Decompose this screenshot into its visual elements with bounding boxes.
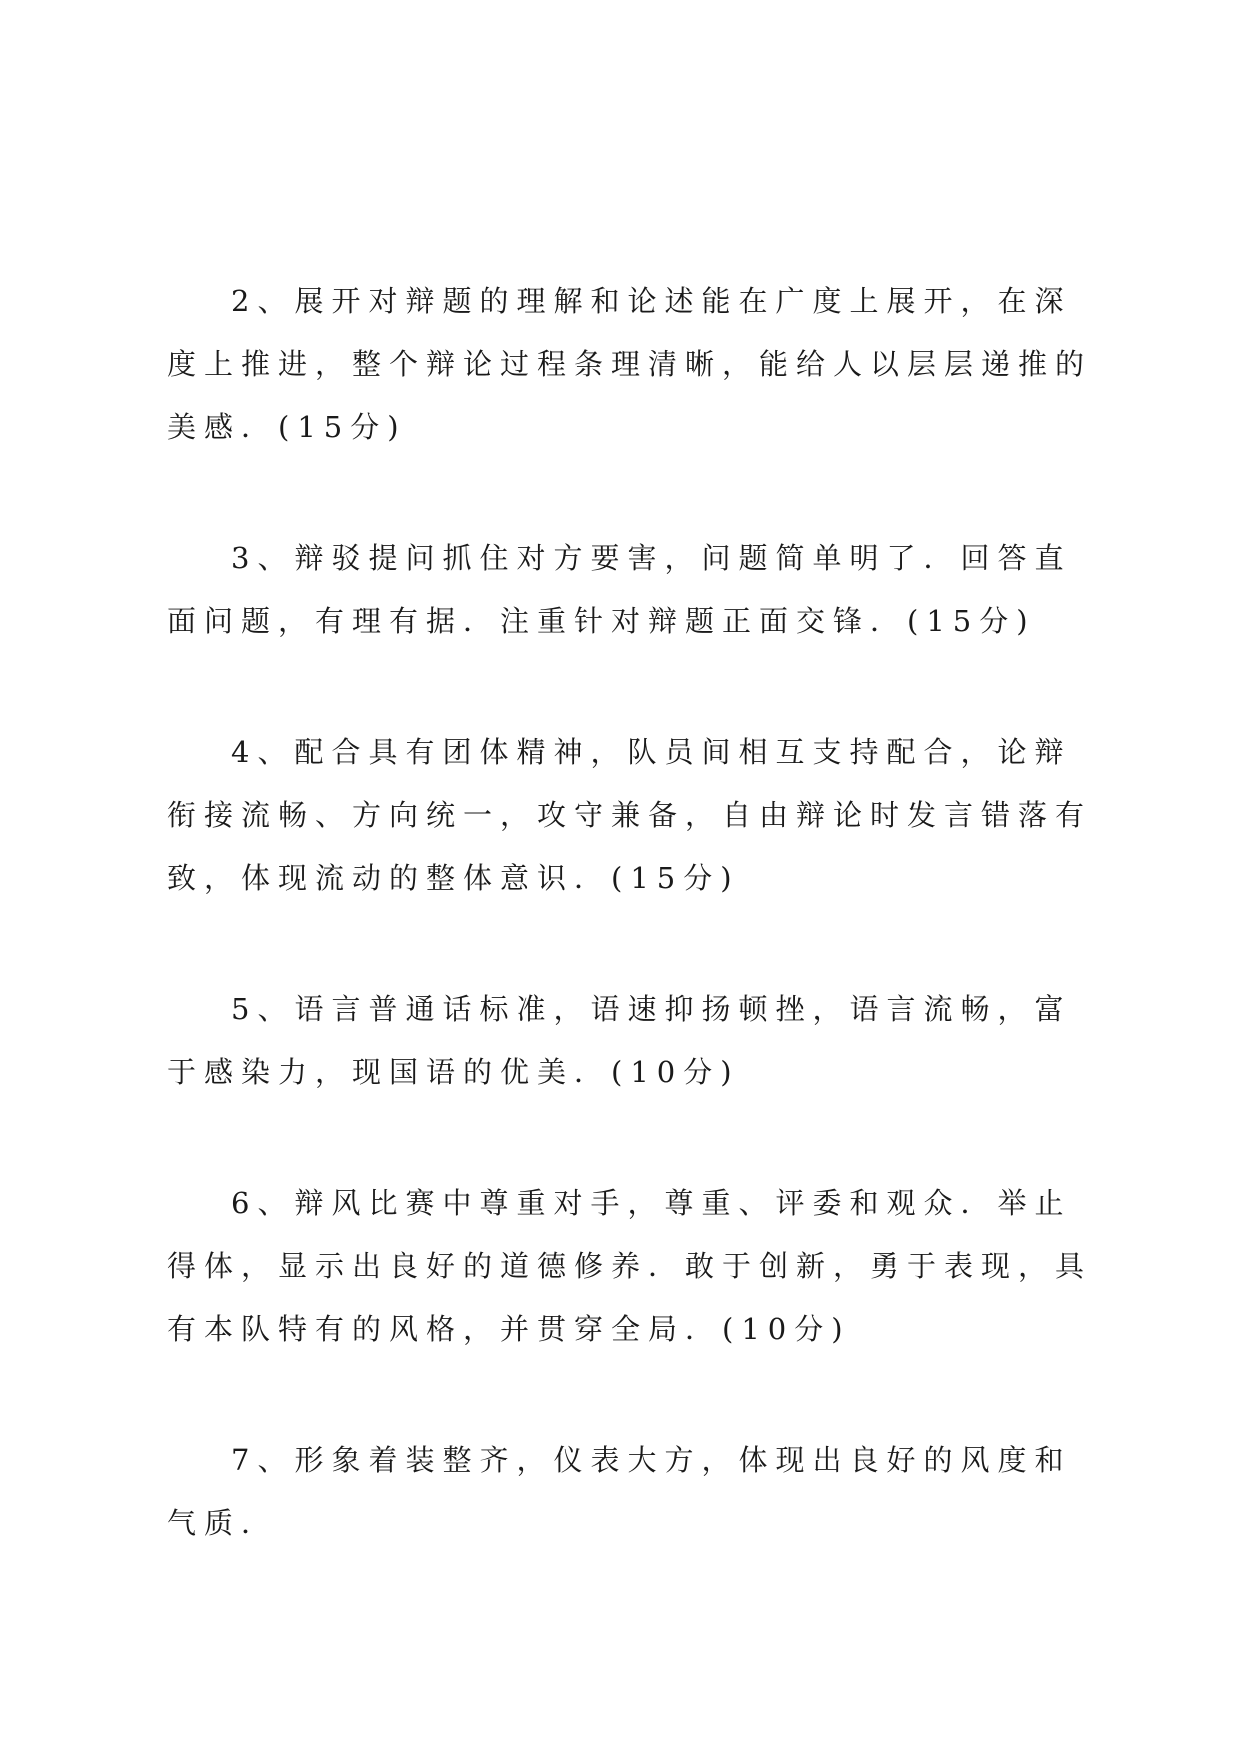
criterion-paragraph-7: 7、形象着装整齐，仪表大方，体现出良好的风度和气质． [167, 1443, 1072, 1540]
criterion-paragraph-4: 4、配合具有团体精神，队员间相互支持配合，论辩衔接流畅、方向统一，攻守兼备，自由辩论时发言错落有致，体现流动的整体意识．(15分) [167, 735, 1093, 895]
criterion-paragraph-3: 3、辩驳提问抓住对方要害，问题简单明了．回答直面问题，有理有据．注重针对辩题正面交锋．(15分) [167, 541, 1072, 638]
criterion-paragraph-2: 2、展开对辩题的理解和论述能在广度上展开，在深度上推进，整个辩论过程条理清晰，能给人以层层递推的美感．(15分) [167, 284, 1093, 444]
criterion-paragraph-6: 6、辩风比赛中尊重对手，尊重、评委和观众．举止得体，显示出良好的道德修养．敢于创新，勇于表现，具有本队特有的风格，并贯穿全局．(10分) [167, 1186, 1093, 1346]
document-body [167, 270, 1097, 1555]
criterion-paragraph-5: 5、语言普通话标准，语速抑扬顿挫，语言流畅，富于感染力，现国语的优美．(10分) [167, 992, 1072, 1089]
